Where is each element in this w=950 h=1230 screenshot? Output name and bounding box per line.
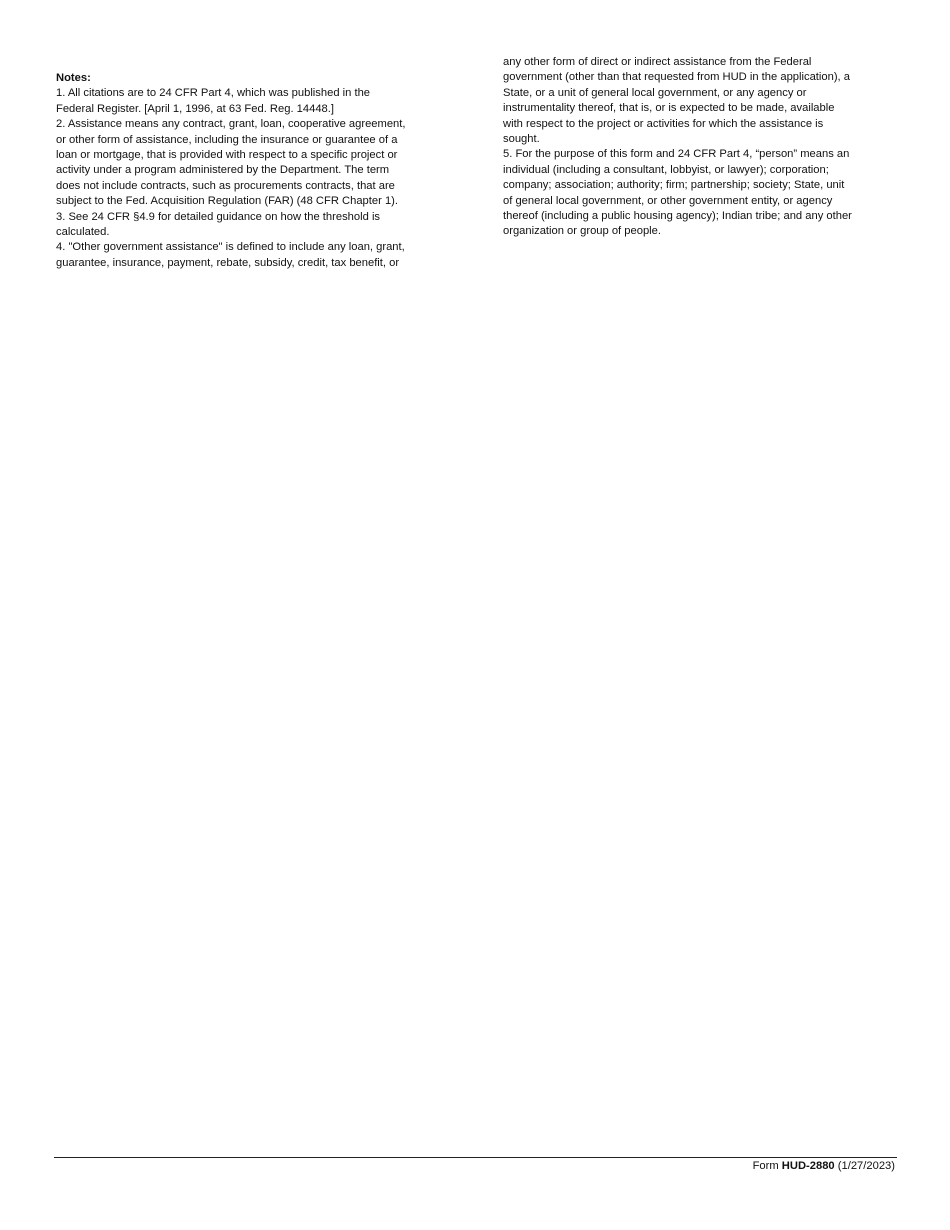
- note-line: thereof (including a public housing agency); Indian tribe; and any other: [503, 210, 852, 223]
- note-line: sought.: [503, 133, 540, 146]
- note-line: company; association; authority; firm; partnership; society; State, unit: [503, 179, 845, 192]
- note-line: 1. All citations are to 24 CFR Part 4, which was published in the: [56, 87, 371, 100]
- note-line: activity under a program administered by the Department. The term: [56, 164, 390, 177]
- note-line: organization or group of people.: [503, 225, 661, 238]
- form-footer: [753, 1159, 895, 1173]
- note-line: does not include contracts, such as procurements contracts, that are: [56, 179, 395, 192]
- note-line: of general local government, or other government entity, or agency: [503, 194, 833, 207]
- note-line: 4. "Other government assistance" is defined to include any loan, grant,: [56, 241, 405, 254]
- note-line: subject to the Fed. Acquisition Regulation (FAR) (48 CFR Chapter 1).: [56, 195, 398, 208]
- note-line: with respect to the project or activities for which the assistance is: [503, 117, 824, 130]
- notes-right-column: [503, 55, 898, 240]
- note-line: 2. Assistance means any contract, grant, loan, cooperative agreement,: [56, 118, 406, 131]
- note-line: Federal Register. [April 1, 1996, at 63 Fed. Reg. 14448.]: [56, 102, 334, 115]
- note-line: or other form of assistance, including the insurance or guarantee of a: [56, 133, 398, 146]
- form-prefix: Form: [752, 1160, 779, 1172]
- note-line: 5. For the purpose of this form and 24 CFR Part 4, “person” means an: [503, 148, 850, 161]
- note-line: loan or mortgage, that is provided with respect to a specific project or: [56, 149, 398, 162]
- note-line: calculated.: [56, 226, 110, 239]
- note-line: State, or a unit of general local government, or any agency or: [503, 86, 807, 99]
- form-date: (1/27/2023): [837, 1160, 895, 1172]
- form-id: HUD-2880: [781, 1160, 835, 1172]
- note-line: individual (including a consultant, lobbyist, or lawyer); corporation;: [503, 163, 829, 176]
- note-line: any other form of direct or indirect assistance from the Federal: [503, 56, 812, 68]
- note-line: government (other than that requested from HUD in the application), a: [503, 71, 850, 84]
- note-line: instrumentality thereof, that is, or is expected to be made, available: [503, 102, 835, 115]
- note-line: guarantee, insurance, payment, rebate, subsidy, credit, tax benefit, or: [56, 256, 400, 269]
- notes-heading: Notes:: [56, 72, 91, 84]
- footer-divider: [54, 1157, 897, 1158]
- notes-left-column: [56, 71, 451, 271]
- note-line: 3. See 24 CFR §4.9 for detailed guidance on how the threshold is: [56, 210, 381, 223]
